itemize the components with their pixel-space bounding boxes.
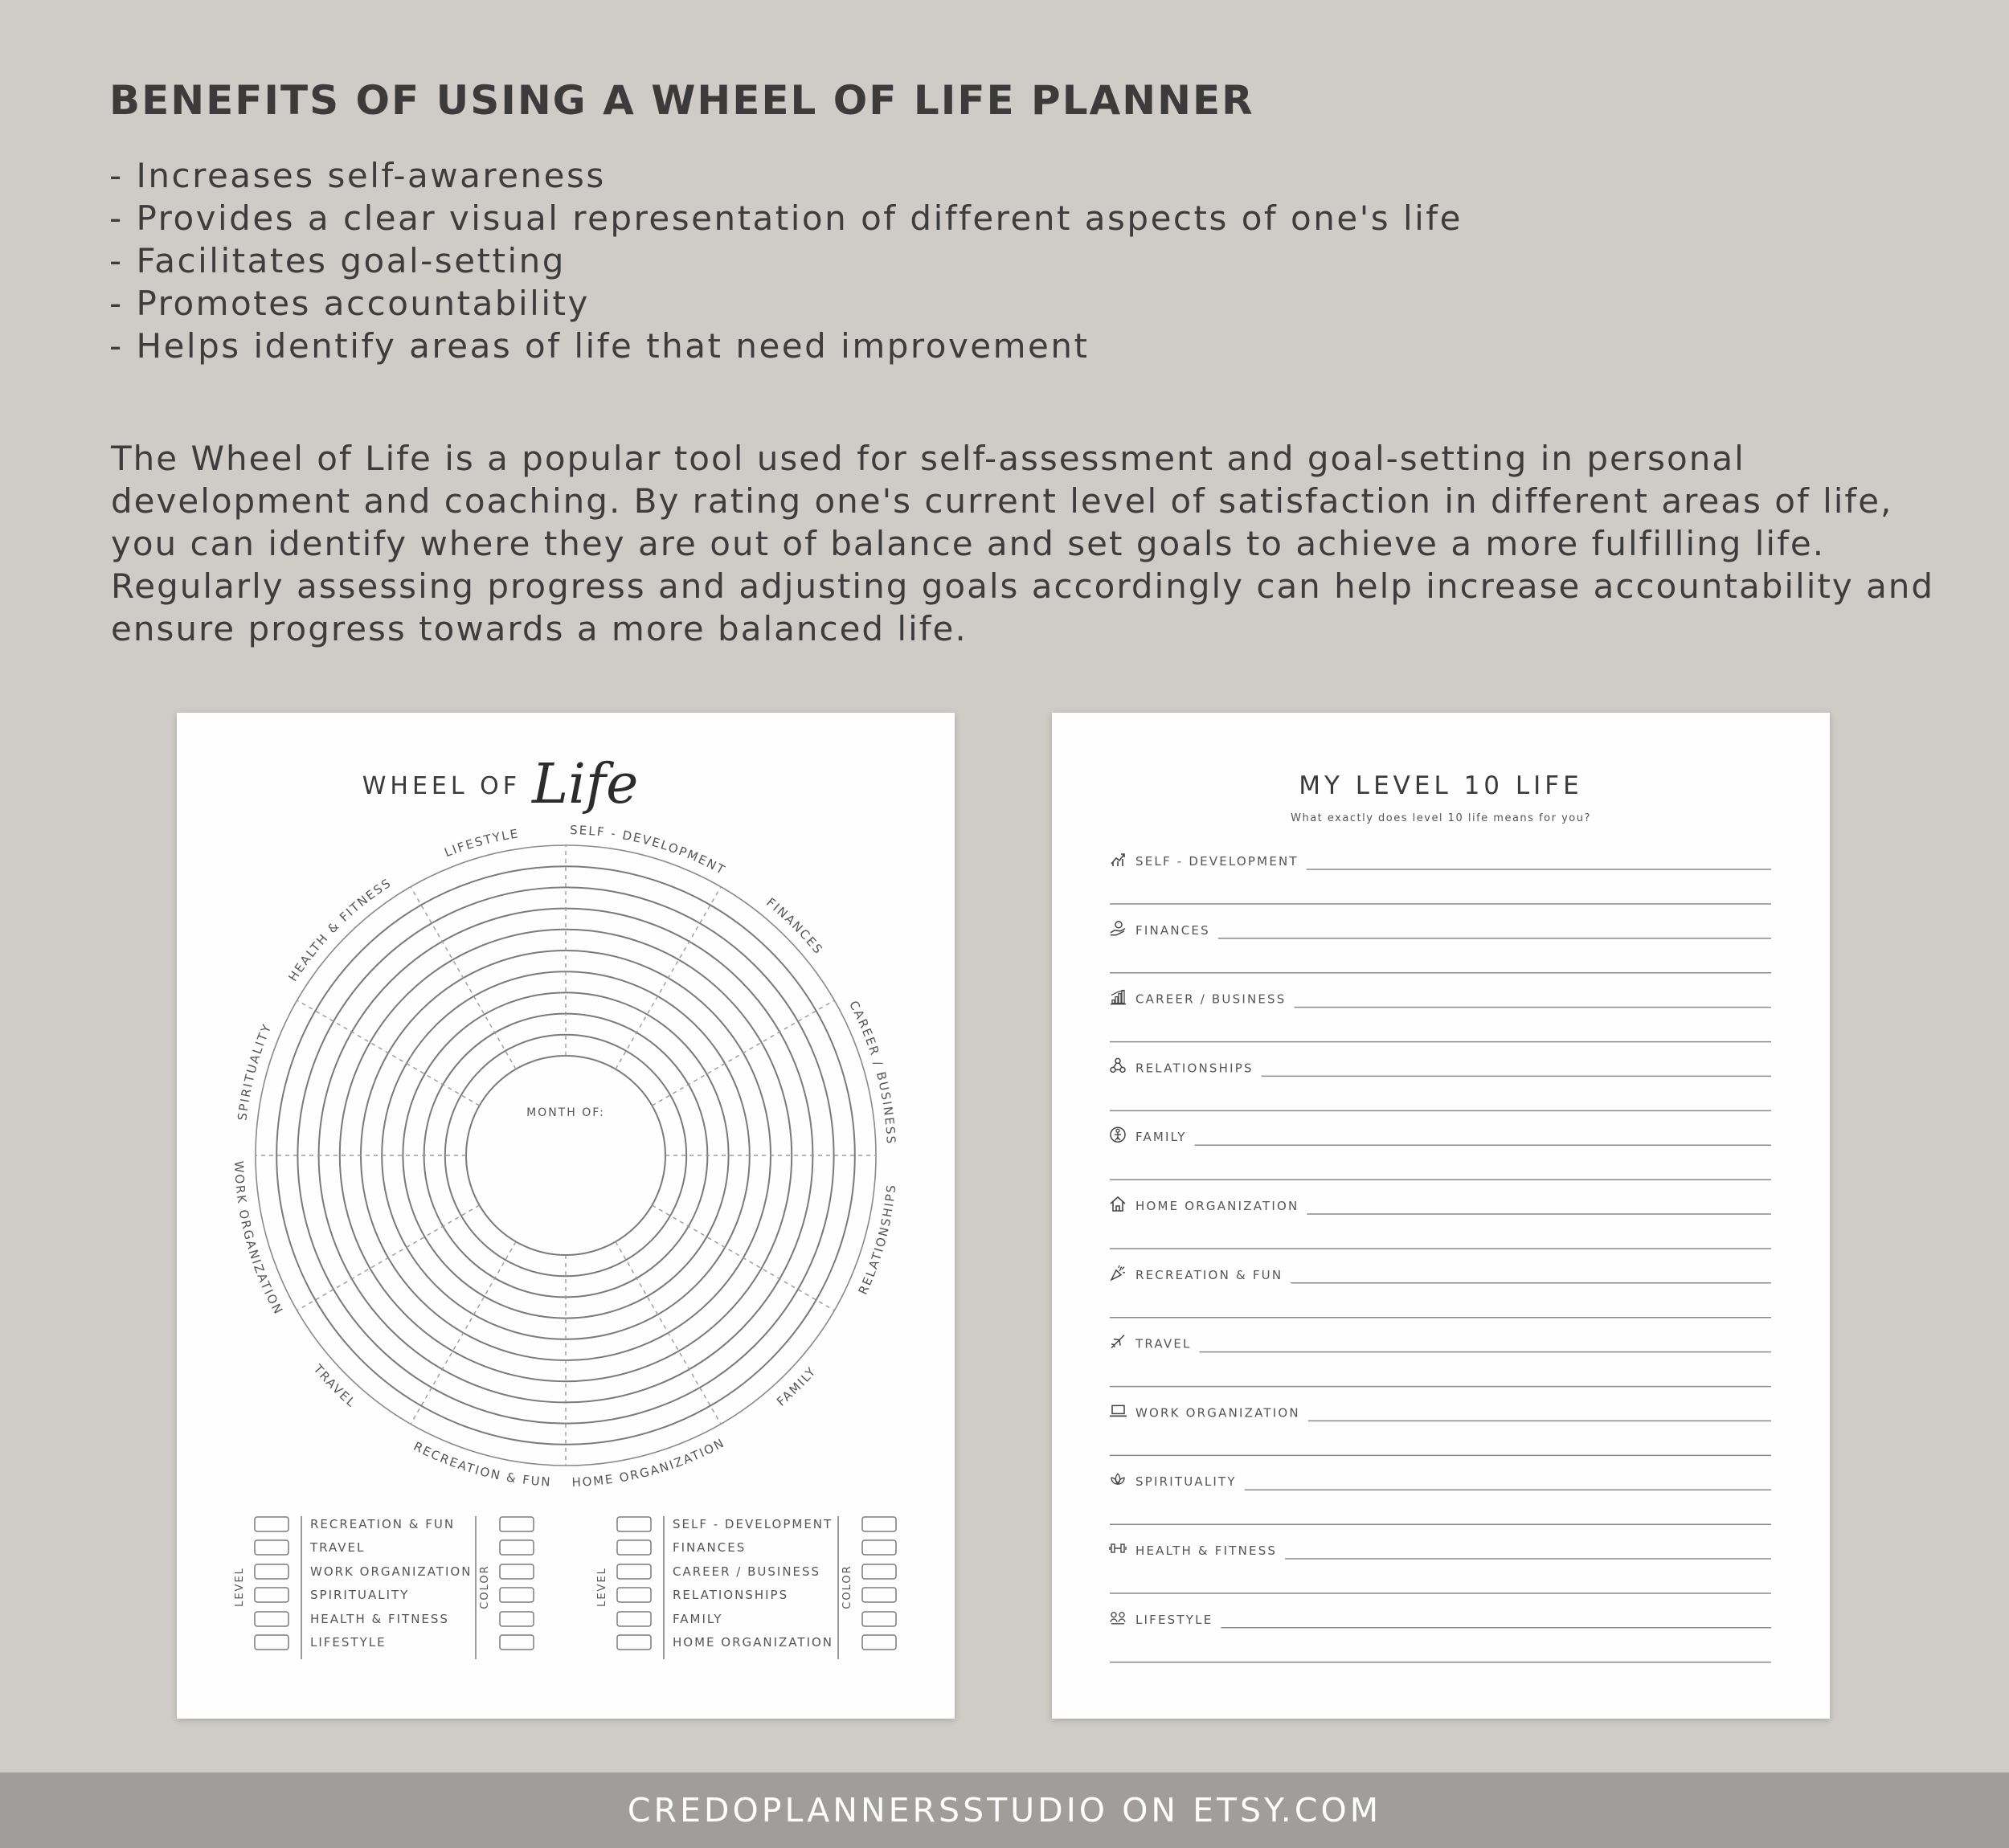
description-paragraph: The Wheel of Life is a popular tool used for self-assessment and goal-setting in personal development and coaching. By rating one's current level of satisfaction in different areas of life, you can identify where they are out of balance and set goals to achieve a more fulfilling life. Regularly assessing progress and adjusting goals accordingly can help increase accountability and ensure progress towards a more balanced life. (111, 439, 1935, 648)
level10-section-label: WORK ORGANIZATION (1135, 1405, 1300, 1421)
wheel-ring (256, 845, 876, 1466)
level10-section-label: FAMILY (1135, 1130, 1187, 1145)
benefit-item: - Helps identify areas of life that need improvement (109, 326, 1090, 366)
legend-item-label: CAREER / BUSINESS (673, 1564, 821, 1579)
level-box[interactable] (617, 1564, 651, 1579)
level10-section (1110, 1335, 1771, 1387)
color-label: COLOR (479, 1564, 491, 1609)
level-box[interactable] (255, 1635, 288, 1650)
legend-item-label: HOME ORGANIZATION (673, 1635, 834, 1650)
level10-section (1110, 854, 1771, 904)
wheel-ring (445, 1035, 686, 1276)
house-icon (1111, 1197, 1125, 1211)
dumbbell-icon (1110, 1544, 1126, 1552)
wheel-category-label: SELF - DEVELOPMENT (569, 822, 729, 878)
wheel-category-label: FAMILY (774, 1364, 820, 1409)
level-box[interactable] (617, 1540, 651, 1555)
level10-section-label: TRAVEL (1135, 1336, 1192, 1351)
level-box[interactable] (255, 1612, 288, 1626)
wheel-of-life-graphic (177, 713, 955, 1719)
wheel-category-label: HEALTH & FITNESS (285, 875, 395, 984)
money-hand-icon (1111, 922, 1125, 935)
wheel-title: WHEEL OF (362, 772, 521, 800)
legend-item-label: WORK ORGANIZATION (310, 1564, 473, 1579)
wheel-category-label: RELATIONSHIPS (855, 1183, 899, 1297)
wheel-category-label: HOME ORGANIZATION (571, 1435, 728, 1490)
level-box[interactable] (617, 1588, 651, 1602)
benefit-item: - Provides a clear visual representation of different aspects of one's life (109, 198, 1463, 238)
wheel-ring (466, 1056, 665, 1255)
level10-section (1110, 991, 1771, 1042)
level10-sections (1110, 854, 1771, 1662)
level10-section (1110, 1474, 1771, 1524)
level-box[interactable] (617, 1517, 651, 1531)
level10-section-label: CAREER / BUSINESS (1135, 991, 1287, 1007)
level10-subtitle: What exactly does level 10 life means for you? (1291, 812, 1591, 824)
legend-item-label: LIFESTYLE (310, 1635, 387, 1650)
wheel-legend (234, 1516, 896, 1659)
wheel-category-label: LIFESTYLE (442, 826, 521, 861)
wheel-ring (382, 971, 750, 1339)
level10-section-label: RECREATION & FUN (1135, 1267, 1283, 1282)
wheel-title-script: Life (532, 753, 639, 816)
legend-item-label: SELF - DEVELOPMENT (673, 1517, 833, 1531)
wheel-category-label: SPIRITUALITY (235, 1020, 275, 1122)
wheel-rings (256, 845, 876, 1466)
level-label: LEVEL (596, 1567, 608, 1607)
color-box[interactable] (862, 1635, 896, 1650)
legend-item-label: RELATIONSHIPS (673, 1588, 789, 1602)
level-box[interactable] (255, 1564, 288, 1579)
color-box[interactable] (500, 1635, 534, 1650)
laptop-icon (1110, 1405, 1127, 1416)
benefit-item: - Promotes accountability (109, 284, 590, 323)
color-box[interactable] (862, 1564, 896, 1579)
wheel-category-label: RECREATION & FUN (411, 1438, 553, 1490)
wheel-category-label: WORK ORGANIZATION (231, 1160, 287, 1318)
level10-section-label: FINANCES (1135, 922, 1210, 938)
chart-up-icon (1111, 854, 1124, 866)
level10-title: MY LEVEL 10 LIFE (1299, 771, 1583, 800)
color-box[interactable] (500, 1540, 534, 1555)
level10-section-label: LIFESTYLE (1135, 1612, 1213, 1627)
legend-item-label: FINANCES (673, 1540, 747, 1555)
wheel-ring (276, 866, 855, 1445)
level-10-life-graphic (1052, 713, 1830, 1719)
level-box[interactable] (255, 1588, 288, 1602)
benefit-item: - Facilitates goal-setting (109, 241, 566, 280)
level-box[interactable] (255, 1517, 288, 1531)
legend-item-label: HEALTH & FITNESS (310, 1612, 449, 1626)
level10-section (1110, 1405, 1771, 1455)
page-heading: BENEFITS OF USING A WHEEL OF LIFE PLANNER (109, 77, 1254, 124)
wheel-category-label: TRAVEL (310, 1361, 360, 1411)
level-box[interactable] (617, 1635, 651, 1650)
legend-item-label: SPIRITUALITY (310, 1588, 410, 1602)
level10-section (1110, 1543, 1771, 1593)
color-box[interactable] (862, 1612, 896, 1626)
level10-section (1110, 1058, 1771, 1110)
lotus-icon (1111, 1474, 1124, 1484)
confetti-icon (1111, 1265, 1125, 1280)
wheel-ring (297, 887, 833, 1423)
color-box[interactable] (500, 1564, 534, 1579)
wheel-spokes (256, 845, 876, 1466)
wheel-of-life-sheet (177, 713, 955, 1719)
level10-section-label: SPIRITUALITY (1135, 1474, 1237, 1490)
month-of-label: MONTH OF: (526, 1106, 605, 1119)
legend-item-label: RECREATION & FUN (310, 1517, 456, 1531)
level10-section (1110, 1613, 1771, 1662)
level10-section (1110, 1127, 1771, 1180)
level10-section (1110, 922, 1771, 973)
benefits-list (109, 154, 1463, 367)
wheel-category-labels (231, 823, 898, 1490)
color-box[interactable] (862, 1540, 896, 1555)
wheel-category-label: FINANCES (763, 894, 827, 958)
level10-section (1110, 1265, 1771, 1318)
wheel-ring (403, 992, 728, 1318)
level-10-life-sheet (1052, 713, 1830, 1719)
level-box[interactable] (617, 1612, 651, 1626)
color-box[interactable] (500, 1517, 534, 1531)
footer-text: CREDOPLANNERSSTUDIO ON ETSY.COM (627, 1791, 1382, 1830)
bar-chart-icon (1111, 991, 1126, 1004)
legend-item-label: TRAVEL (310, 1540, 366, 1555)
level10-section-label: HEALTH & FITNESS (1135, 1543, 1278, 1558)
level-box[interactable] (255, 1540, 288, 1555)
legend-item-label: FAMILY (673, 1612, 723, 1626)
footer-banner (0, 1772, 2009, 1848)
family-icon (1111, 1127, 1125, 1142)
color-box[interactable] (500, 1612, 534, 1626)
benefit-item: - Increases self-awareness (109, 156, 606, 195)
wheel-category-label: CAREER / BUSINESS (846, 998, 898, 1146)
level10-section-label: SELF - DEVELOPMENT (1135, 854, 1299, 869)
color-box[interactable] (500, 1588, 534, 1602)
level-label: LEVEL (234, 1567, 246, 1607)
lifestyle-icon (1111, 1613, 1125, 1624)
color-box[interactable] (862, 1517, 896, 1531)
level10-section (1110, 1197, 1771, 1249)
level10-section-label: HOME ORGANIZATION (1135, 1199, 1299, 1213)
airplane-icon (1111, 1335, 1124, 1348)
color-label: COLOR (841, 1564, 853, 1609)
color-box[interactable] (862, 1588, 896, 1602)
people-network-icon (1111, 1058, 1125, 1072)
level10-section-label: RELATIONSHIPS (1135, 1061, 1254, 1076)
